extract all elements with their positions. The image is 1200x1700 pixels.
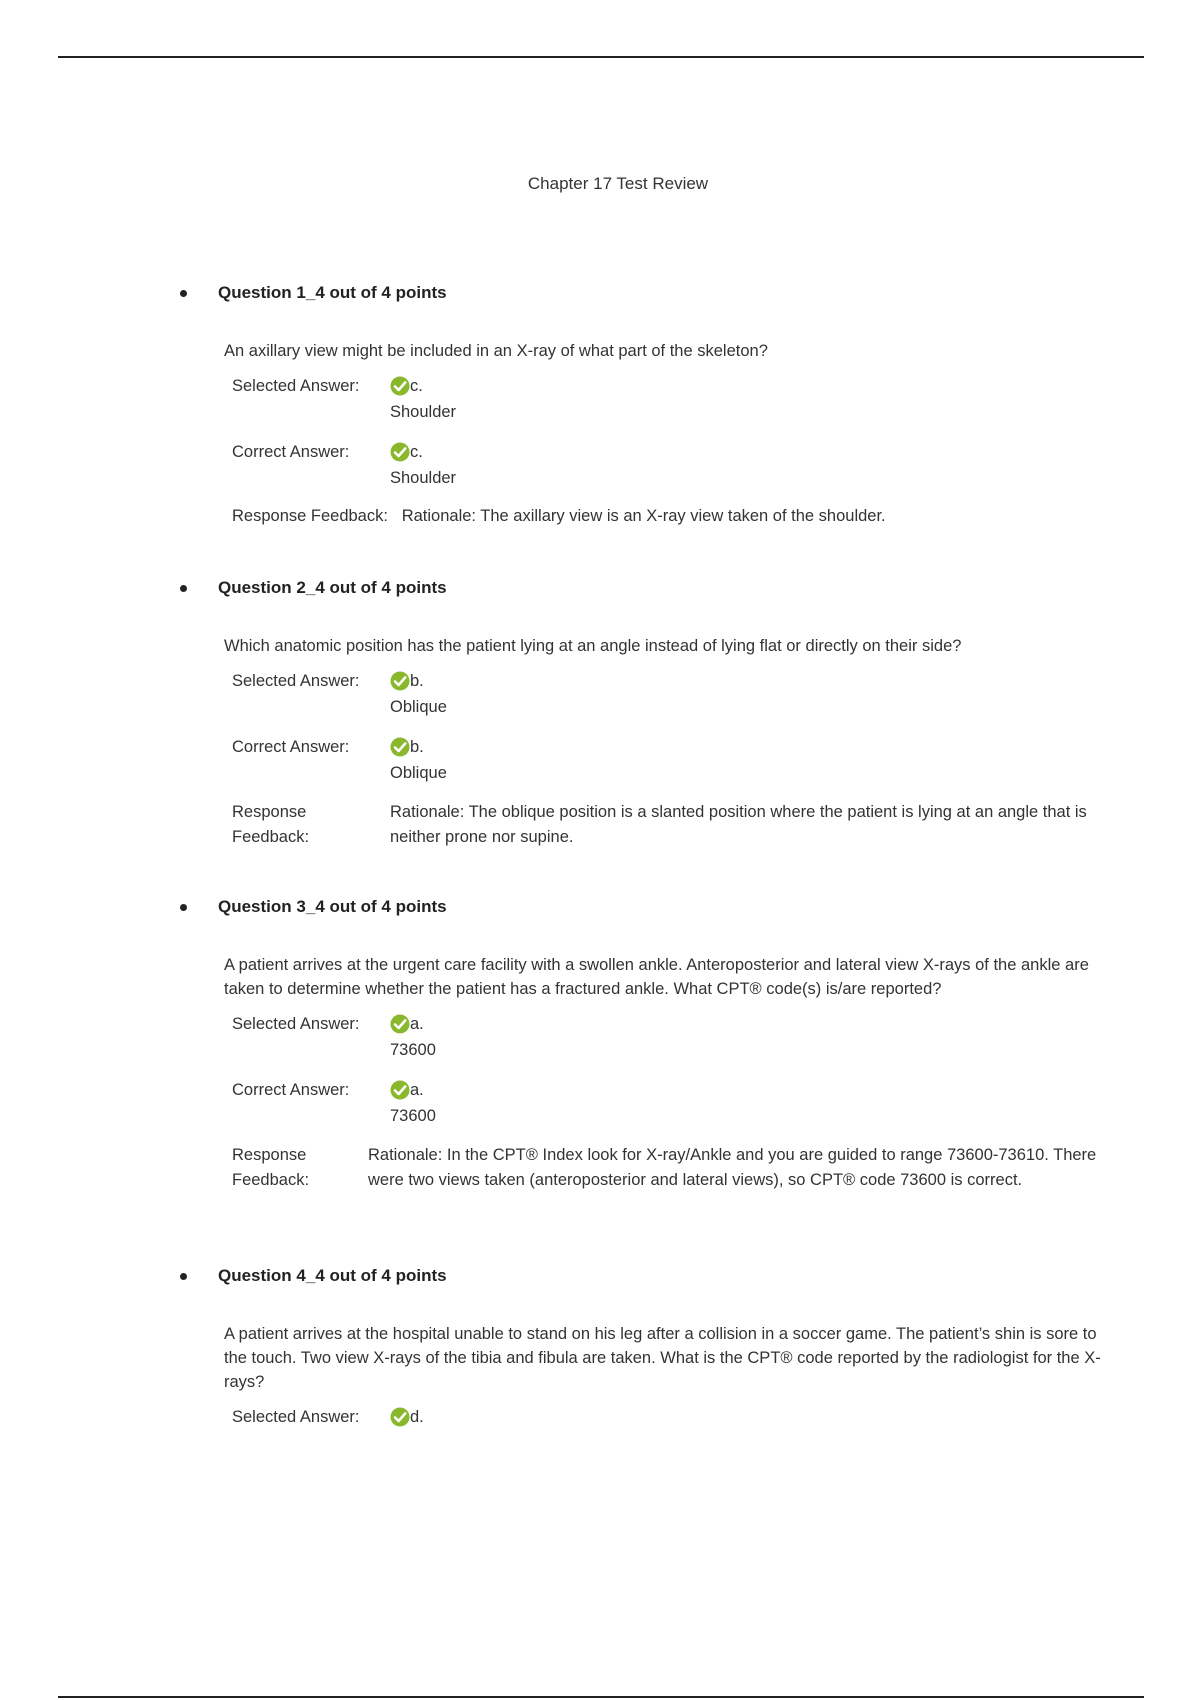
check-icon — [390, 1014, 410, 1034]
top-rule — [58, 56, 1144, 58]
correct-answer — [232, 734, 1130, 786]
answer-value: 73600 — [390, 1041, 436, 1059]
response-feedback-label: Response Feedback: — [232, 507, 388, 525]
answer-letter: a. — [410, 1015, 424, 1033]
answer-letter: d. — [410, 1408, 424, 1426]
response-feedback-label: Feedback: — [232, 1171, 310, 1189]
selected-answer-label: Selected Answer: — [232, 672, 360, 690]
selected-answer — [232, 373, 1130, 425]
check-icon — [390, 376, 410, 396]
answer-value: Oblique — [390, 764, 447, 782]
answer-letter: c. — [410, 443, 423, 461]
check-icon — [390, 1080, 410, 1100]
answer-value: Shoulder — [390, 469, 457, 487]
response-feedback — [232, 800, 1130, 850]
check-icon — [390, 1407, 410, 1427]
feedback-text: Rationale: The axillary view is an X-ray view taken of the shoulder. — [401, 507, 886, 525]
feedback-text: Rationale: The oblique position is a slanted position where the patient is lying at an angle that is neither prone nor supine. — [390, 803, 1087, 846]
question-number: Question 1 — [218, 283, 306, 302]
bullet-icon — [180, 904, 187, 911]
question-header — [180, 1264, 1130, 1288]
answer-value: Oblique — [390, 698, 447, 716]
check-icon — [390, 442, 410, 462]
answer-letter: b. — [410, 672, 424, 690]
question-points: _4 out of 4 points — [305, 283, 447, 302]
answer-value: 73600 — [390, 1107, 436, 1125]
bottom-rule — [58, 1696, 1144, 1698]
response-feedback-label: Response — [232, 1146, 307, 1164]
bullet-icon — [180, 585, 187, 592]
selected-answer-label: Selected Answer: — [232, 1015, 360, 1033]
question-4 — [180, 1264, 1130, 1430]
check-icon — [390, 671, 410, 691]
selected-answer-label: Selected Answer: — [232, 377, 360, 395]
question-1 — [180, 281, 1130, 529]
feedback-text: Rationale: In the CPT® Index look for X-ray/Ankle and you are guided to range 73600-73610. There were two views taken (anteroposterior and lateral views), so CPT® code 73600 is correct. — [368, 1146, 1097, 1189]
selected-answer — [232, 668, 1130, 720]
question-header — [180, 576, 1130, 600]
question-number: Question 2 — [218, 578, 306, 597]
selected-answer — [232, 1011, 1130, 1063]
correct-answer — [232, 1077, 1130, 1129]
selected-answer-label: Selected Answer: — [232, 1408, 360, 1426]
response-feedback — [232, 1143, 1130, 1193]
response-feedback-label: Response — [232, 803, 307, 821]
bullet-icon — [180, 290, 187, 297]
document-title: Chapter 17 Test Review — [527, 174, 709, 193]
question-text: Which anatomic position has the patient lying at an angle instead of lying flat or directly on their side? — [224, 637, 962, 655]
question-number: Question 3 — [218, 897, 306, 916]
question-points: _4 out of 4 points — [305, 1266, 447, 1285]
question-header — [180, 281, 1130, 305]
answer-letter: a. — [410, 1081, 424, 1099]
bullet-icon — [180, 1273, 187, 1280]
question-number: Question 4 — [218, 1266, 306, 1285]
selected-answer — [232, 1404, 1130, 1430]
question-text: A patient arrives at the urgent care facility with a swollen ankle. Anteroposterior and lateral view X-rays of the ankle are taken to determine whether the patient has a fractured ankle. What CPT® code(s) is/are reported? — [224, 956, 1089, 998]
correct-answer — [232, 439, 1130, 491]
question-points: _4 out of 4 points — [305, 897, 447, 916]
response-feedback-label: Feedback: — [232, 828, 310, 846]
question-2 — [180, 576, 1130, 850]
correct-answer-label: Correct Answer: — [232, 738, 350, 756]
response-feedback — [232, 503, 1130, 529]
check-icon — [390, 737, 410, 757]
correct-answer-label: Correct Answer: — [232, 443, 350, 461]
correct-answer-label: Correct Answer: — [232, 1081, 350, 1099]
question-3 — [180, 895, 1130, 1193]
answer-letter: c. — [410, 377, 423, 395]
question-text: An axillary view might be included in an X-ray of what part of the skeleton? — [224, 342, 768, 360]
question-header — [180, 895, 1130, 919]
question-points: _4 out of 4 points — [305, 578, 447, 597]
question-text: A patient arrives at the hospital unable to stand on his leg after a collision in a soccer game. The patient’s shin is sore to the touch. Two view X-rays of the tibia and fibula are taken. What is the CPT® code reported by the radiologist for the X-rays? — [224, 1325, 1101, 1391]
answer-letter: b. — [410, 738, 424, 756]
answer-value: Shoulder — [390, 403, 457, 421]
